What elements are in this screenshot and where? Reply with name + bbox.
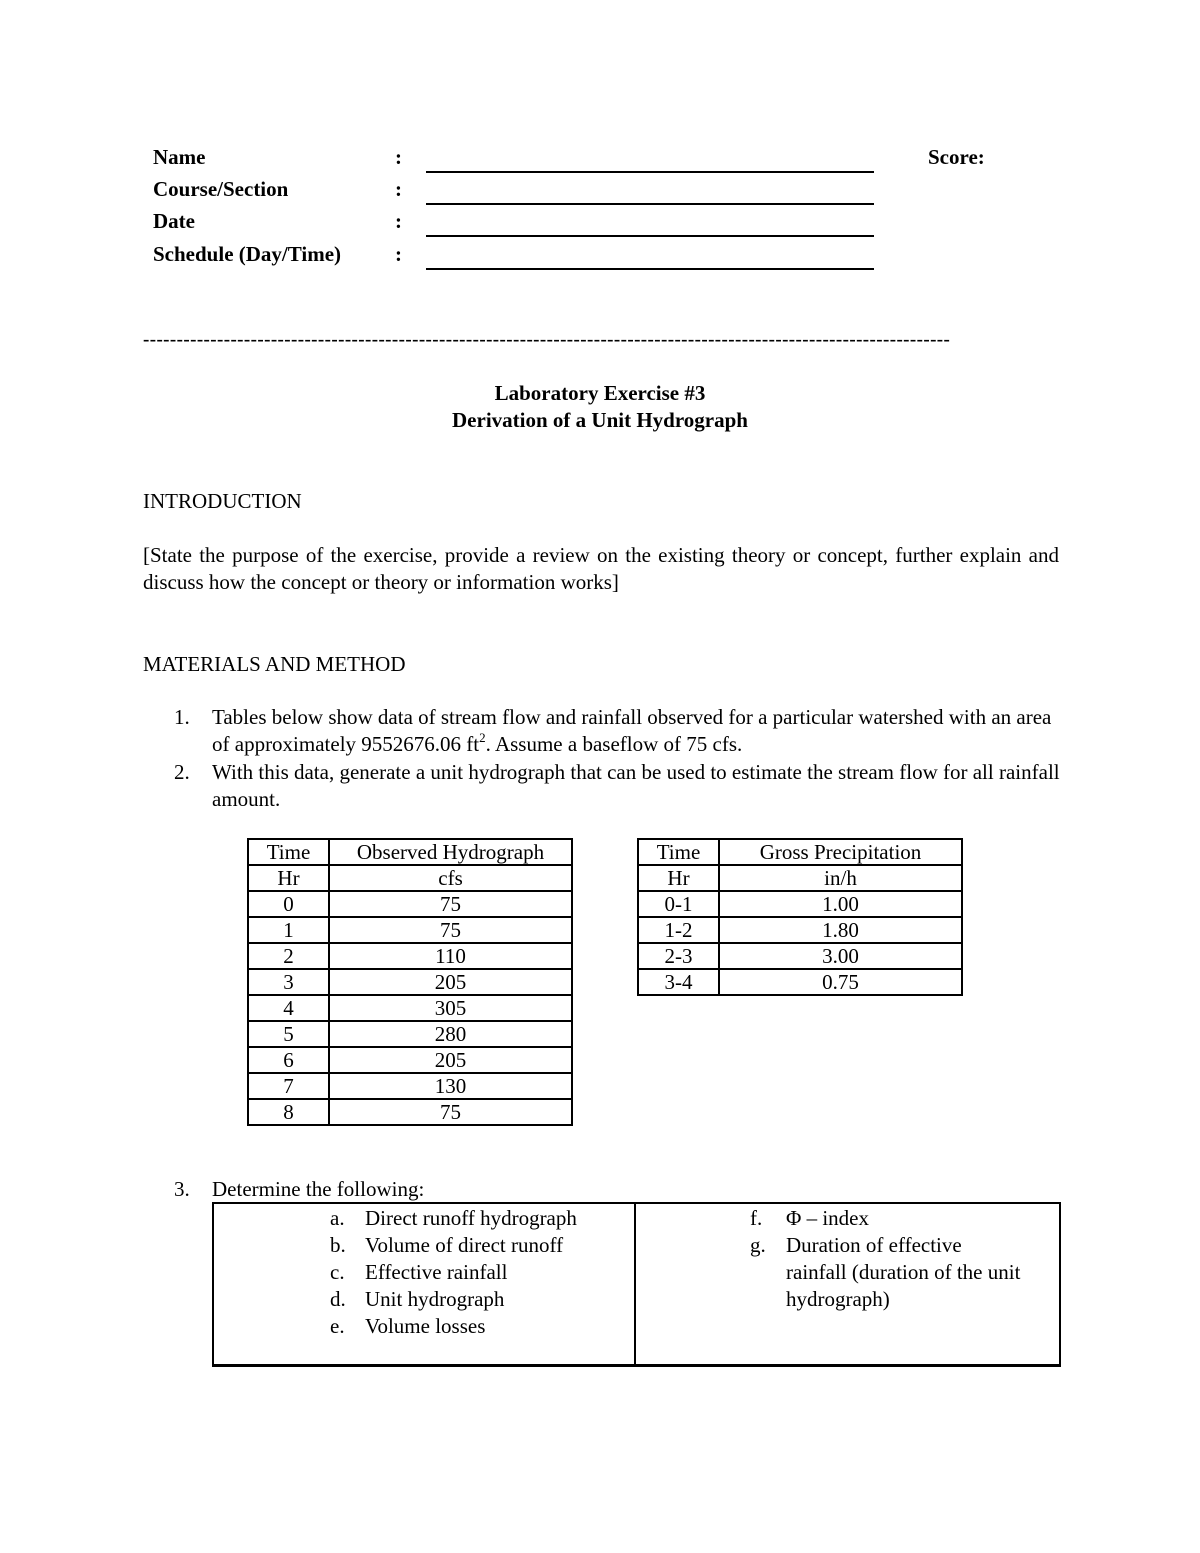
table-header-row (638, 839, 962, 865)
precipitation-table (637, 838, 963, 996)
name-field-line[interactable] (426, 171, 874, 173)
table-cell: 130 (329, 1073, 572, 1099)
introduction-heading: INTRODUCTION (143, 489, 302, 513)
item-letter-g: g. (750, 1233, 766, 1257)
table-cell: 110 (329, 943, 572, 969)
table-cell: 1 (248, 917, 329, 943)
table-row (638, 943, 962, 969)
item-text-f: Φ – index (786, 1206, 870, 1230)
table-row (248, 1021, 572, 1047)
table-cell: 0 (248, 891, 329, 917)
list-number-3: 3. (174, 1177, 190, 1201)
introduction-body: [State the purpose of the exercise, provide a review on the existing theory or concept, further explain and discuss how the concept or theory or information works] (143, 543, 1059, 594)
table-row (248, 1047, 572, 1073)
list-item-1-text-b: . Assume a baseflow of 75 cfs. (485, 732, 743, 756)
course-section-colon: : (395, 177, 402, 201)
table-row (248, 891, 572, 917)
item-text-a: Direct runoff hydrograph (365, 1206, 577, 1230)
table-cell: 1.00 (719, 891, 962, 917)
table-cell: 205 (329, 969, 572, 995)
schedule-label: Schedule (Day/Time) (153, 242, 342, 266)
list-item-1-superscript: 2 (479, 730, 486, 745)
date-field-line[interactable] (426, 235, 874, 237)
table-cell: 3-4 (638, 969, 719, 995)
list-number-2: 2. (174, 760, 190, 784)
name-label: Name (153, 145, 206, 169)
table-header-cell: Time (638, 839, 719, 865)
materials-heading: MATERIALS AND METHOD (143, 652, 406, 676)
table-cell: 7 (248, 1073, 329, 1099)
item-letter-c: c. (330, 1260, 345, 1284)
table-cell: 6 (248, 1047, 329, 1073)
table-row (248, 995, 572, 1021)
table-units-cell: cfs (329, 865, 572, 891)
table-cell: 4 (248, 995, 329, 1021)
list-item-1 (212, 704, 1062, 758)
table-header-cell: Gross Precipitation (719, 839, 962, 865)
table-units-row (638, 865, 962, 891)
table-cell: 280 (329, 1021, 572, 1047)
table-units-row (248, 865, 572, 891)
item-letter-a: a. (330, 1206, 345, 1230)
schedule-field-line[interactable] (426, 268, 874, 270)
list-item-2: With this data, generate a unit hydrograph that can be used to estimate the stream flow for all rainfall amount. (212, 760, 1060, 811)
item-text-e: Volume losses (365, 1314, 486, 1338)
item-text-c: Effective rainfall (365, 1260, 508, 1284)
course-section-field-line[interactable] (426, 203, 874, 205)
table-row (248, 969, 572, 995)
table-cell: 0.75 (719, 969, 962, 995)
determine-divider (634, 1204, 636, 1364)
hydrograph-table (247, 838, 573, 1126)
item-text-d: Unit hydrograph (365, 1287, 505, 1311)
list-item-3: Determine the following: (212, 1177, 425, 1201)
name-colon: : (395, 145, 402, 169)
item-letter-e: e. (330, 1314, 345, 1338)
table-row (248, 1073, 572, 1099)
table-cell: 1-2 (638, 917, 719, 943)
table-row (638, 969, 962, 995)
list-item-1-text-a: Tables below show data of stream flow and rainfall observed for a particular watershed with an area of approximately 9552676.06 ft (212, 705, 1052, 756)
date-label: Date (153, 209, 195, 233)
table-cell: 8 (248, 1099, 329, 1125)
table-cell: 305 (329, 995, 572, 1021)
table-units-cell: Hr (638, 865, 719, 891)
table-cell: 75 (329, 1099, 572, 1125)
table-cell: 3 (248, 969, 329, 995)
exercise-title: Laboratory Exercise #3 (494, 381, 706, 405)
item-text-b: Volume of direct runoff (365, 1233, 564, 1257)
table-header-cell: Observed Hydrograph (329, 839, 572, 865)
table-cell: 0-1 (638, 891, 719, 917)
table-cell: 75 (329, 917, 572, 943)
item-text-g: Duration of effective rainfall (duration of the unit hydrograph) (786, 1233, 1021, 1311)
schedule-colon: : (395, 242, 402, 266)
table-cell: 2 (248, 943, 329, 969)
table-cell: 3.00 (719, 943, 962, 969)
table-header-row (248, 839, 572, 865)
separator-line: ------------------------------------------------------------------------------------------------------------------------ (143, 329, 951, 350)
table-row (248, 917, 572, 943)
table-row (248, 943, 572, 969)
table-row (248, 1099, 572, 1125)
table-units-cell: in/h (719, 865, 962, 891)
table-row (638, 917, 962, 943)
date-colon: : (395, 209, 402, 233)
table-cell: 5 (248, 1021, 329, 1047)
score-label: Score: (928, 145, 985, 169)
list-number-1: 1. (174, 705, 190, 729)
table-header-cell: Time (248, 839, 329, 865)
item-letter-d: d. (330, 1287, 346, 1311)
item-letter-b: b. (330, 1233, 346, 1257)
table-cell: 1.80 (719, 917, 962, 943)
course-section-label: Course/Section (153, 177, 289, 201)
table-units-cell: Hr (248, 865, 329, 891)
exercise-subtitle: Derivation of a Unit Hydrograph (452, 408, 748, 432)
item-letter-f: f. (750, 1206, 763, 1230)
table-row (638, 891, 962, 917)
table-cell: 75 (329, 891, 572, 917)
table-cell: 2-3 (638, 943, 719, 969)
determine-box (212, 1202, 1061, 1367)
table-cell: 205 (329, 1047, 572, 1073)
